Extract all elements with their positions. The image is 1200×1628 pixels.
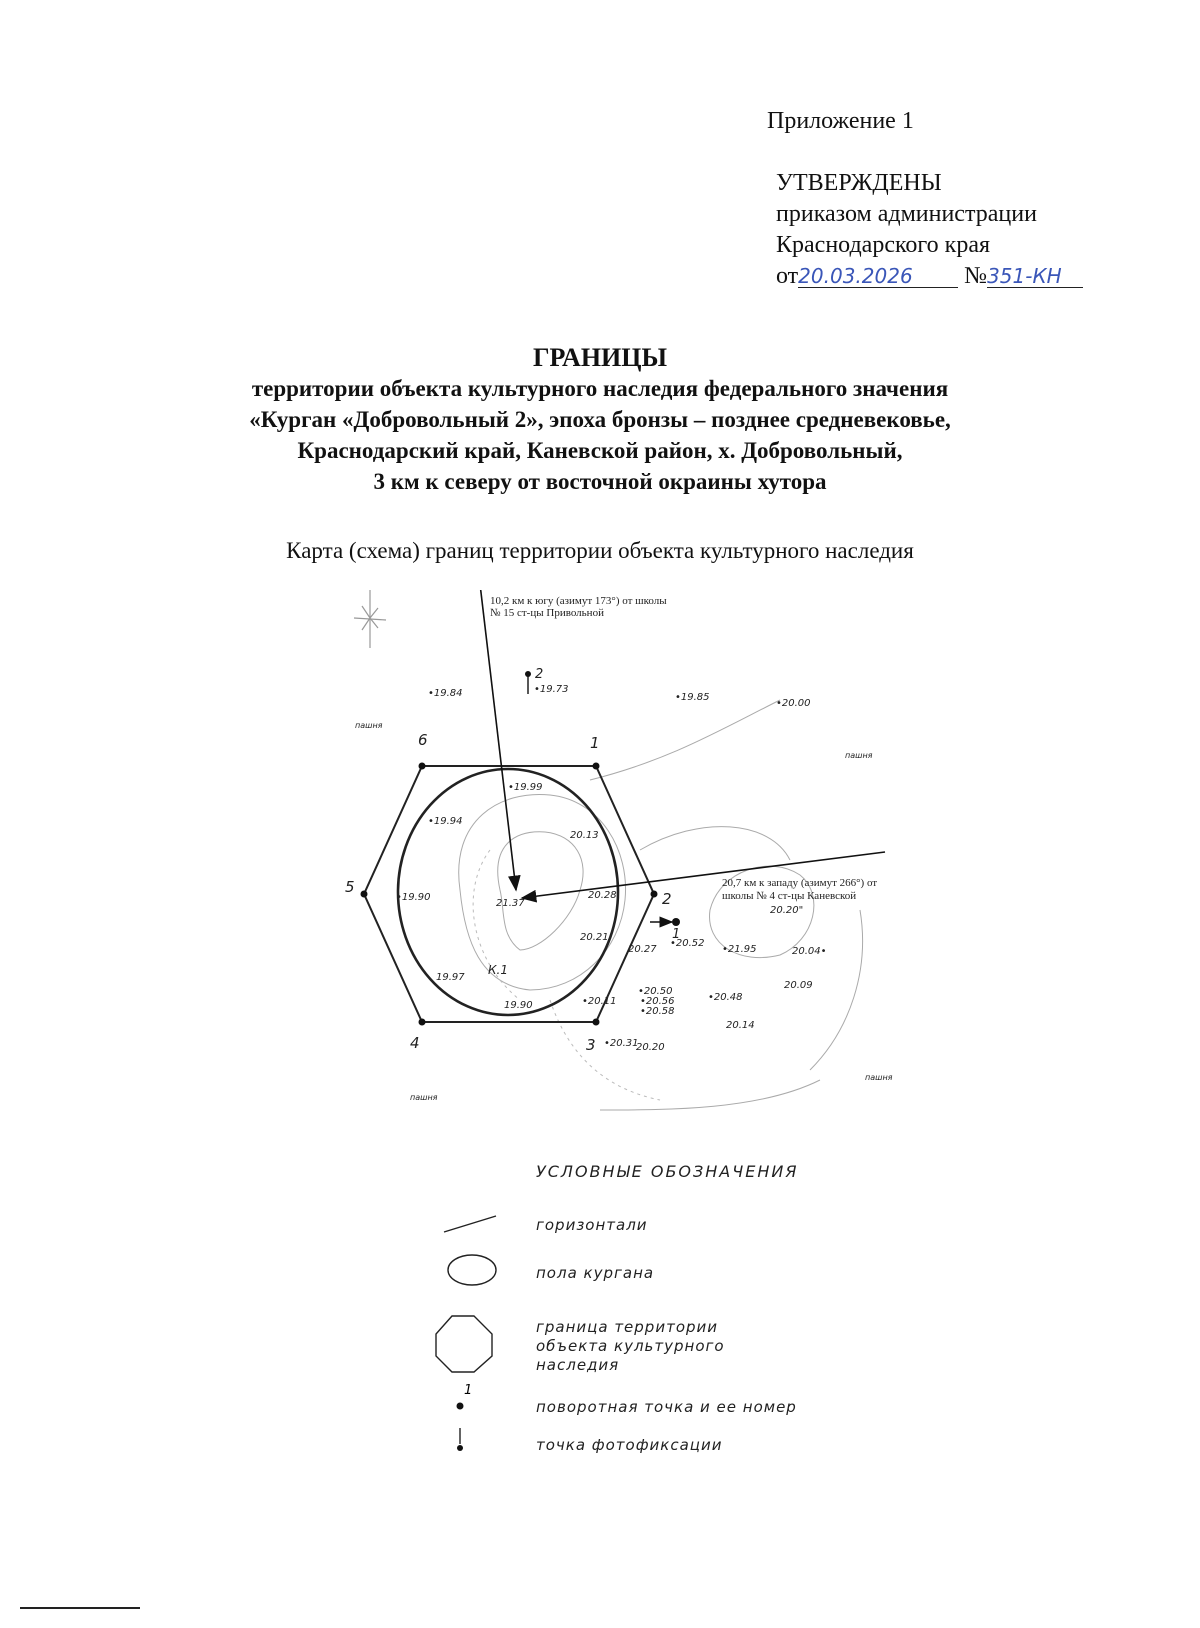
number-label: № xyxy=(964,263,988,289)
svg-text:1: 1 xyxy=(464,1383,473,1398)
svg-text:пашня: пашня xyxy=(355,721,383,730)
svg-text:•19.85: •19.85 xyxy=(675,692,710,703)
svg-text:•20.31: •20.31 xyxy=(604,1038,639,1049)
legend-mound-base: пола кургана xyxy=(536,1264,655,1282)
map-caption: Карта (схема) границ территории объекта культурного наследия xyxy=(286,538,914,563)
svg-text:20.13: 20.13 xyxy=(570,830,599,841)
svg-text:•20.48: •20.48 xyxy=(708,992,743,1003)
svg-text:•20.58: •20.58 xyxy=(640,1006,675,1017)
east-arrow-text-2: школы № 4 ст-цы Каневской xyxy=(722,890,857,902)
svg-text:•20.56: •20.56 xyxy=(640,996,675,1007)
svg-text:•20.52: •20.52 xyxy=(670,938,705,949)
hexagon-icon xyxy=(430,1312,500,1376)
svg-text:•20.11: •20.11 xyxy=(582,996,617,1007)
document-title xyxy=(0,342,1200,497)
svg-text:20.21: 20.21 xyxy=(580,932,609,943)
svg-text:пашня: пашня xyxy=(865,1073,893,1082)
title-line-1: территории объекта культурного наследия федерального значения xyxy=(251,376,949,401)
photo-point-label: 2 xyxy=(535,667,544,682)
svg-text:пашня: пашня xyxy=(845,751,873,760)
legend-boundary: граница территории объекта культурного наследия xyxy=(536,1318,725,1374)
turning-point-label: 4 xyxy=(410,1034,420,1052)
svg-text:21.37: 21.37 xyxy=(496,898,525,909)
svg-text:•19.73: •19.73 xyxy=(534,684,569,695)
svg-text:20.27: 20.27 xyxy=(628,944,657,955)
svg-text:•19.90: •19.90 xyxy=(396,892,431,903)
svg-text:•19.94: •19.94 xyxy=(428,816,463,827)
north-arrow-text-1: 10,2 км к югу (азимут 173°) от школы xyxy=(490,595,667,607)
north-arrow-text-2: № 15 ст-цы Привольной xyxy=(490,607,604,619)
svg-text:•21.95: •21.95 xyxy=(722,944,757,955)
appendix-label: Приложение 1 xyxy=(767,108,914,134)
turning-point-label: 1 xyxy=(590,734,600,752)
approved-line-1: приказом администрации xyxy=(776,201,1037,227)
legend-photo-point: точка фотофиксации xyxy=(536,1436,723,1454)
title-line-2: «Курган «Добровольный 2», эпоха бронзы – позднее средневековье, xyxy=(249,407,951,432)
approved-line-2: Краснодарского края xyxy=(776,232,991,258)
title-line-3: Краснодарский край, Каневской район, х. Добровольный, xyxy=(297,438,903,463)
svg-text:20.20": 20.20" xyxy=(770,905,804,916)
approval-date: 20.03.2026 xyxy=(798,264,913,288)
turning-point-label: 3 xyxy=(586,1036,596,1054)
legend-turning-point: поворотная точка и ее номер xyxy=(536,1398,797,1416)
legend-contours: горизонтали xyxy=(536,1216,648,1234)
elevation-marks xyxy=(396,684,827,1053)
ellipse-icon xyxy=(430,1250,500,1290)
legend xyxy=(430,1162,930,1482)
svg-text:пашня: пашня xyxy=(410,1093,438,1102)
svg-text:20.09: 20.09 xyxy=(784,980,813,991)
approval-date-number xyxy=(776,261,1083,292)
from-label: от xyxy=(776,263,799,289)
svg-text:20.04•: 20.04• xyxy=(792,946,827,957)
svg-text:•20.50: •20.50 xyxy=(638,986,673,997)
svg-text:•20.00: •20.00 xyxy=(776,698,811,709)
footer-rule xyxy=(20,1607,140,1609)
reference-arrows xyxy=(480,590,885,898)
turning-point-label: 6 xyxy=(418,731,428,749)
svg-text:•19.99: •19.99 xyxy=(508,782,543,793)
turning-point-label: 5 xyxy=(345,878,355,896)
approval-block xyxy=(776,168,1083,292)
mound-base xyxy=(398,769,618,1015)
approved-title: УТВЕРЖДЕНЫ xyxy=(776,170,942,196)
title-line-4: 3 км к северу от восточной окраины хутора xyxy=(373,469,827,494)
svg-text:•19.84: •19.84 xyxy=(428,688,463,699)
approval-number: 351-КН xyxy=(987,264,1062,288)
svg-text:20.20: 20.20 xyxy=(636,1042,665,1053)
turning-point-icon xyxy=(430,1380,500,1416)
title-heading: ГРАНИЦЫ xyxy=(532,343,668,372)
legend-title: УСЛОВНЫЕ ОБОЗНАЧЕНИЯ xyxy=(536,1162,799,1181)
svg-text:19.90: 19.90 xyxy=(504,1000,533,1011)
contour-line-icon xyxy=(430,1212,500,1236)
svg-text:20.14: 20.14 xyxy=(726,1020,755,1031)
turning-point-label: 2 xyxy=(662,890,672,908)
east-arrow-text-1: 20,7 км к западу (азимут 266°) от xyxy=(722,877,878,889)
photo-point-icon xyxy=(430,1424,500,1456)
compass-icon xyxy=(354,590,386,648)
mound-label: К.1 xyxy=(488,963,508,977)
site-map xyxy=(340,590,920,1150)
photo-point-label: 1 xyxy=(672,927,681,942)
svg-text:20.28: 20.28 xyxy=(588,890,617,901)
svg-text:19.97: 19.97 xyxy=(436,972,465,983)
